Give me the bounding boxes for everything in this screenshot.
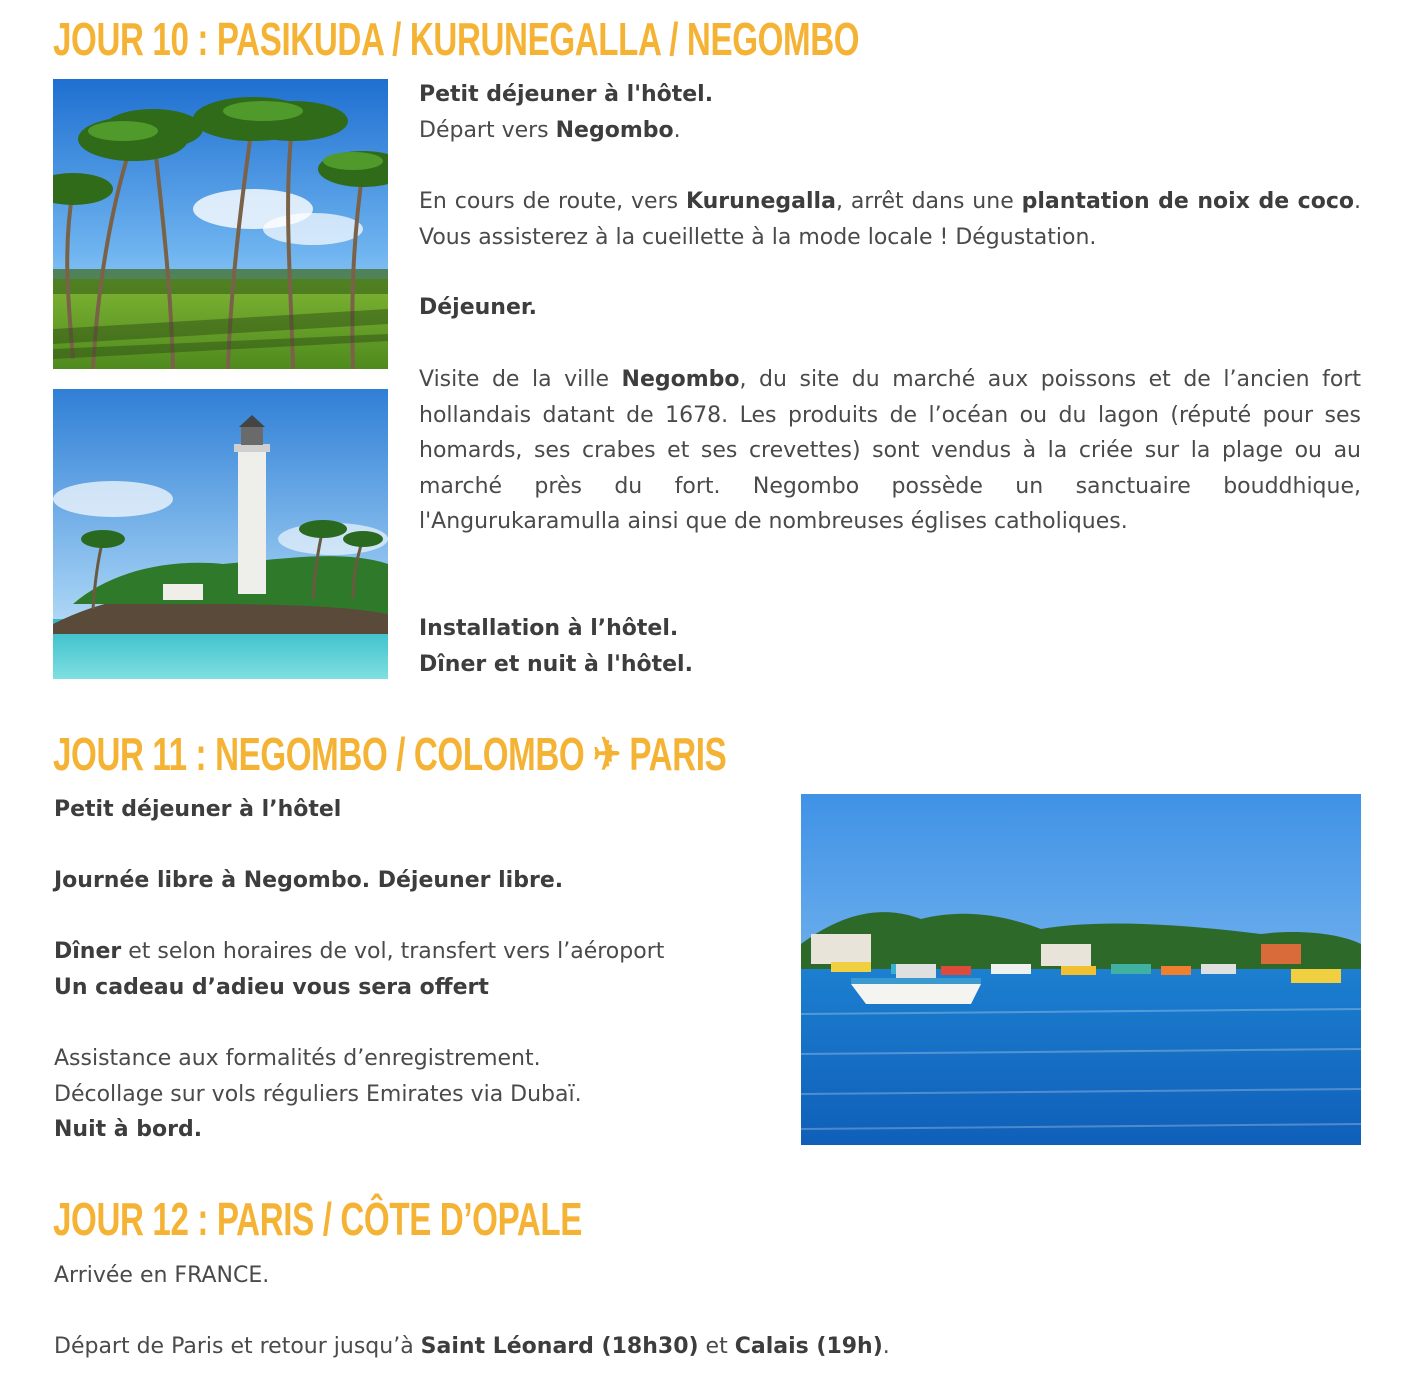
day10-breakfast: Petit déjeuner à l'hôtel. [419, 82, 714, 107]
day12-arrival: Arrivée en FRANCE. [54, 1263, 270, 1288]
day11-dinner-bold: Dîner [54, 939, 122, 964]
day10-depart-prefix: Départ vers [419, 117, 556, 143]
day11-breakfast: Petit déjeuner à l’hôtel [54, 797, 342, 822]
day12-title: JOUR 12 : PARIS / CÔTE D’OPALE [53, 1193, 583, 1245]
day11-free-day-para [54, 863, 774, 899]
day10-depart-place: Negombo [555, 117, 674, 143]
day10-visit-place: Negombo [621, 367, 740, 392]
day11-breakfast-para [54, 792, 774, 828]
day10-visit-1: Visite de la ville [419, 367, 622, 392]
day10-route-plantation: plantation de noix de coco [1021, 189, 1354, 214]
day12-return-2: et [698, 1334, 735, 1359]
day10-depart-suffix: . [673, 117, 681, 143]
day11-takeoff: Décollage sur vols réguliers Emirates via Dubaï. [54, 1081, 582, 1107]
day10-lunch-para [419, 290, 1361, 326]
day11-title: JOUR 11 : NEGOMBO / COLOMBO ✈ PARIS [53, 728, 727, 780]
day11-transfer [54, 934, 794, 1005]
day12-return-place-1: Saint Léonard (18h30) [420, 1334, 699, 1359]
day10-route-place: Kurunegalla [685, 189, 836, 214]
day10-route-1: En cours de route, vers [419, 189, 686, 214]
day10-lunch: Déjeuner. [419, 295, 537, 320]
day10-route-2: , arrêt dans une [835, 189, 1022, 214]
day11-assistance: Assistance aux formalités d’enregistrement. [54, 1046, 541, 1071]
day11-gift: Un cadeau d’adieu vous sera offert [54, 974, 489, 1000]
day10-intro [419, 77, 1361, 148]
day10-install: Installation à l’hôtel. [419, 616, 679, 641]
day12-return-place-2: Calais (19h) [734, 1334, 883, 1359]
day11-night: Nuit à bord. [54, 1117, 203, 1142]
day12-return-1: Départ de Paris et retour jusqu’à [54, 1334, 421, 1359]
day10-route-3: . Vous assisterez à la cueillette à la mode locale ! Dégustation. [419, 189, 1361, 250]
palm-plantation-photo [53, 79, 388, 369]
day11-free-day: Journée libre à Negombo. Déjeuner libre. [54, 868, 564, 893]
day10-route [419, 184, 1361, 255]
lighthouse-photo [53, 389, 388, 679]
day11-dinner-rest: et selon horaires de vol, transfert vers l’aéroport [121, 939, 665, 964]
day10-visit-2: , du site du marché aux poissons et de l’ancien fort hollandais datant de 1678. Les produits de l’océan ou du lagon (réputé pour ses homards, ses crabes et ses crevettes) sont vendus à la criée sur la plage ou au marché près du fort. Negombo possède un sanctuaire bouddhique, l'Angurukaramulla ainsi que de nombreuses églises catholiques. [419, 367, 1361, 534]
harbor-boats-photo [801, 794, 1361, 1145]
day12-return-3: . [882, 1334, 890, 1359]
day12-return [54, 1329, 1354, 1365]
day12-arrival-para [54, 1258, 1354, 1294]
day10-visit [419, 362, 1361, 540]
day10-title: JOUR 10 : PASIKUDA / KURUNEGALLA / NEGOMBO [53, 13, 860, 65]
day10-evening [419, 611, 1361, 682]
day10-dinner: Dîner et nuit à l'hôtel. [419, 651, 693, 677]
day11-departure [54, 1041, 794, 1148]
